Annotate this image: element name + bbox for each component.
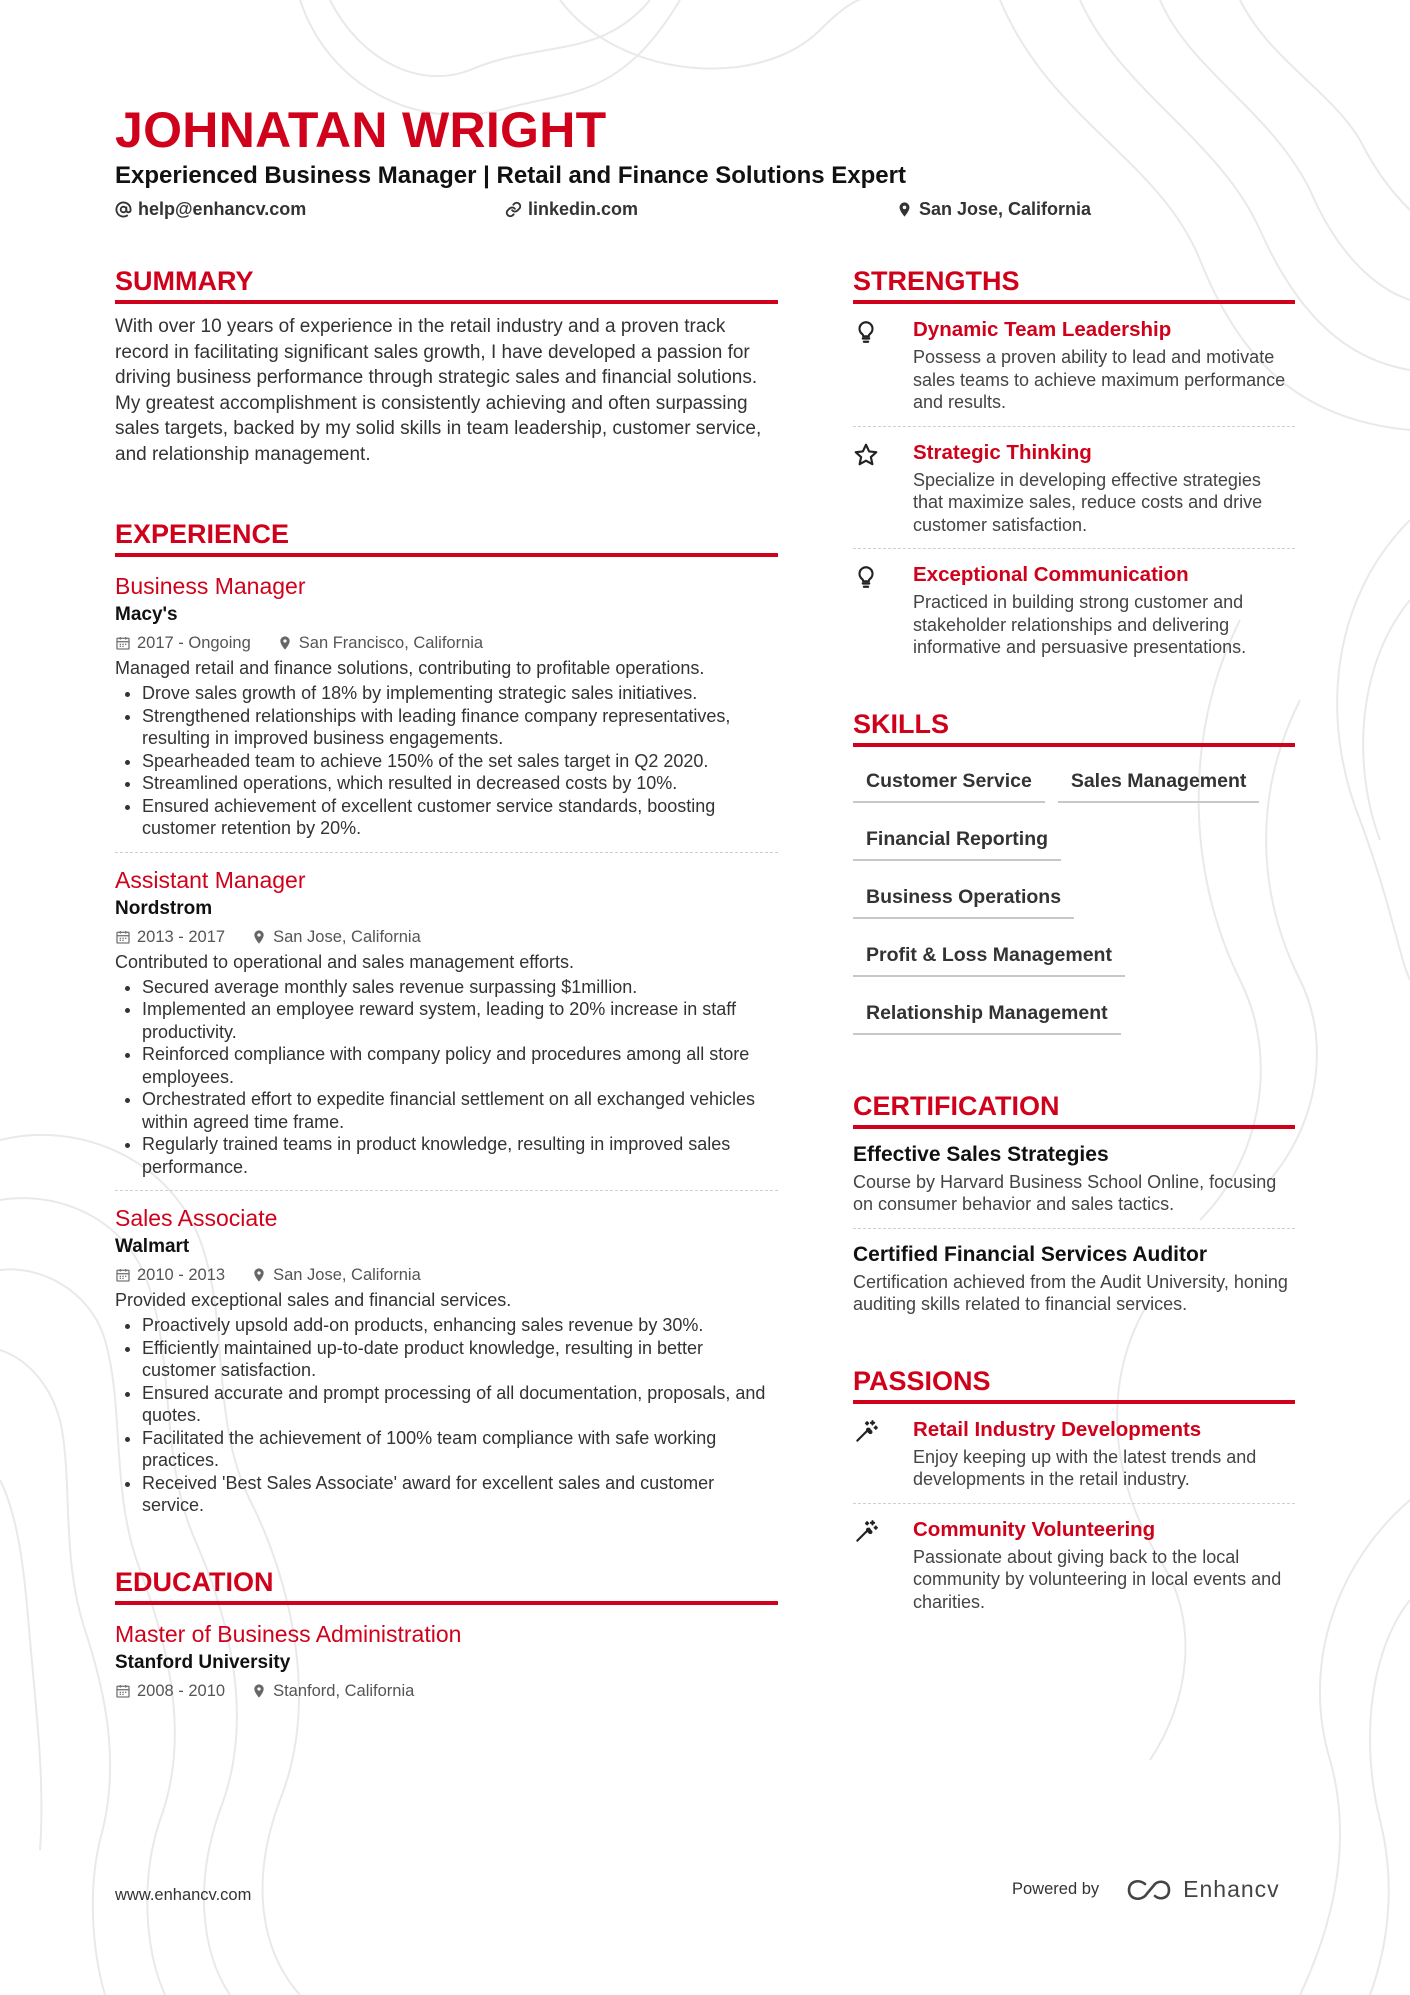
strength-description: Practiced in building strong customer and stakeholder relationships and delivering informative and persuasive presentations. (913, 592, 1247, 657)
certification-section (853, 1087, 1295, 1316)
job-title: Assistant Manager (115, 866, 306, 893)
candidate-headline: Experienced Business Manager | Retail and Finance Solutions Expert (115, 162, 906, 189)
certification-item (853, 1241, 1295, 1316)
strength-title: Dynamic Team Leadership (913, 318, 1172, 341)
company-name: Walmart (115, 1236, 190, 1257)
strengths-section (853, 262, 1295, 659)
passions-section (853, 1362, 1295, 1614)
brand-name: Enhancv (1183, 1876, 1280, 1902)
job-bullet: • Secured average monthly sales revenue surpassing $1million. (142, 976, 778, 999)
job-bullet: • Implemented an employee reward system, leading to 20% increase in staff productivity. (142, 998, 778, 1043)
job-bullets (115, 976, 778, 1179)
job-location: San Francisco, California (277, 632, 483, 654)
powered-by-label: Powered by (1012, 1880, 1100, 1898)
job-bullets (115, 682, 778, 840)
job-bullet: • Facilitated the achievement of 100% team compliance with safe working practices. (142, 1427, 778, 1472)
education-meta (115, 1680, 778, 1702)
map-pin-icon (251, 929, 267, 945)
divider (853, 426, 1295, 427)
certification-description: Certification achieved from the Audit University, honing auditing skills related to financial services. (853, 1271, 1288, 1314)
contact-location (896, 198, 1091, 220)
footer-website[interactable]: www.enhancv.com (115, 1886, 252, 1904)
passion-title: Retail Industry Developments (913, 1417, 1202, 1441)
job-entry (115, 571, 778, 840)
job-dates: 2013 - 2017 (115, 926, 225, 948)
strengths-heading: STRENGTHS (853, 262, 1295, 304)
contact-linkedin[interactable] (505, 198, 638, 220)
contact-email[interactable] (115, 198, 306, 220)
right-column (853, 262, 1295, 1613)
job-entry (115, 865, 778, 1179)
strength-description: Specialize in developing effective strategies that maximize sales, reduce costs and drive customer satisfaction. (913, 469, 1263, 535)
certification-item (853, 1141, 1295, 1216)
skill-tag: Relationship Management (853, 991, 1121, 1035)
divider (853, 1228, 1295, 1229)
job-bullet: • Ensured accurate and prompt processing of all documentation, proposals, and quotes. (142, 1382, 778, 1427)
skill-tag: Profit & Loss Management (853, 933, 1125, 977)
company-name: Nordstrom (115, 897, 213, 919)
education-entry (115, 1619, 778, 1702)
map-pin-icon (896, 201, 913, 218)
strength-item (853, 439, 1295, 537)
at-sign-icon (115, 201, 132, 218)
education-heading: EDUCATION (115, 1563, 778, 1605)
footer-branding[interactable] (1012, 1876, 1280, 1903)
job-bullet: • Received 'Best Sales Associate' award for excellent sales and customer service. (142, 1472, 778, 1517)
contact-email-text: help@enhancv.com (138, 199, 307, 219)
calendar-icon (115, 929, 131, 945)
passion-item (853, 1516, 1295, 1614)
job-description: Managed retail and finance solutions, contributing to profitable operations. (115, 658, 705, 678)
job-title: Sales Associate (115, 1205, 278, 1231)
experience-section (115, 515, 778, 1517)
job-description: Contributed to operational and sales management efforts. (115, 951, 574, 972)
candidate-name: JOHNATAN WRIGHT (115, 102, 607, 158)
divider (853, 1503, 1295, 1504)
strength-title: Exceptional Communication (913, 563, 1189, 586)
certification-heading: CERTIFICATION (853, 1087, 1295, 1129)
calendar-icon (115, 1267, 131, 1283)
divider (115, 852, 778, 853)
contact-location-text: San Jose, California (919, 199, 1092, 219)
link-icon (505, 201, 522, 218)
strength-item (853, 316, 1295, 414)
job-bullet: • Reinforced compliance with company policy and procedures among all store employees. (142, 1043, 778, 1088)
magic-wand-icon (853, 1519, 879, 1545)
enhancv-logo (1125, 1876, 1280, 1903)
job-bullet: • Strengthened relationships with leading finance company representatives, resulting in improved business engagements. (142, 705, 778, 750)
summary-text: With over 10 years of experience in the retail industry and a proven track record in facilitating significant sales growth, I have developed a passion for driving business performance through strategic sales and financial solutions. My greatest accomplishment is consistently achieving and often surpassing sales targets, backed by my solid skills in team leadership, customer service, and relationship management. (115, 316, 762, 465)
job-location: San Jose, California (251, 926, 421, 948)
skill-tag: Customer Service (853, 759, 1045, 803)
job-description: Provided exceptional sales and financial services. (115, 1290, 512, 1310)
skill-tag: Financial Reporting (853, 817, 1061, 861)
job-title: Business Manager (115, 573, 306, 599)
skills-heading: SKILLS (853, 705, 1295, 747)
contact-linkedin-text: linkedin.com (528, 199, 639, 219)
map-pin-icon (251, 1683, 267, 1699)
skill-tag: Sales Management (1058, 759, 1260, 803)
lightbulb-icon (853, 319, 879, 345)
education-location: Stanford, California (251, 1680, 414, 1702)
map-pin-icon (251, 1267, 267, 1283)
summary-section (115, 262, 778, 467)
education-section (115, 1563, 778, 1702)
job-bullet: • Drove sales growth of 18% by implementing strategic sales initiatives. (142, 682, 778, 705)
skills-list (853, 753, 1295, 1043)
star-icon (853, 442, 879, 468)
job-bullet: • Ensured achievement of excellent customer service standards, boosting customer retention by 20%. (142, 795, 778, 840)
skills-section (853, 705, 1295, 1043)
strength-title: Strategic Thinking (913, 440, 1092, 464)
left-column (115, 262, 778, 1702)
passion-item (853, 1416, 1295, 1491)
experience-heading: EXPERIENCE (115, 515, 778, 557)
job-bullet: • Proactively upsold add-on products, enhancing sales revenue by 30%. (142, 1314, 778, 1337)
enhancv-logo-icon (1125, 1877, 1173, 1903)
strength-item (853, 561, 1295, 659)
calendar-icon (115, 635, 131, 651)
job-dates: 2017 - Ongoing (115, 632, 251, 654)
divider (853, 548, 1295, 549)
passion-description: Enjoy keeping up with the latest trends and developments in the retail industry. (913, 1446, 1257, 1489)
certification-title: Effective Sales Strategies (853, 1142, 1109, 1166)
certification-description: Course by Harvard Business School Online, focusing on consumer behavior and sales tactics. (853, 1171, 1277, 1214)
certification-title: Certified Financial Services Auditor (853, 1242, 1207, 1266)
summary-heading: SUMMARY (115, 262, 778, 304)
job-location: San Jose, California (251, 1264, 421, 1286)
divider (115, 1190, 778, 1191)
passions-heading: PASSIONS (853, 1362, 1295, 1404)
job-bullet: • Streamlined operations, which resulted in decreased costs by 10%. (142, 772, 778, 795)
map-pin-icon (277, 635, 293, 651)
lightbulb-icon (853, 564, 879, 590)
calendar-icon (115, 1683, 131, 1699)
passion-description: Passionate about giving back to the local community by volunteering in local events and charities. (913, 1546, 1282, 1612)
magic-wand-icon (853, 1419, 879, 1445)
school-name: Stanford University (115, 1651, 291, 1673)
job-meta (115, 926, 778, 948)
job-meta (115, 632, 778, 654)
strength-description: Possess a proven ability to lead and motivate sales teams to achieve maximum performance and results. (913, 347, 1286, 412)
education-dates: 2008 - 2010 (115, 1680, 225, 1702)
degree-title: Master of Business Administration (115, 1620, 462, 1647)
job-meta (115, 1264, 778, 1286)
job-bullet: • Efficiently maintained up-to-date product knowledge, resulting in better customer satisfaction. (142, 1337, 778, 1382)
job-bullet: • Orchestrated effort to expedite financial settlement on all exchanged vehicles within agreed time frame. (142, 1088, 778, 1133)
job-entry (115, 1203, 778, 1517)
job-bullet: • Regularly trained teams in product knowledge, resulting in improved sales performance. (142, 1133, 778, 1178)
job-bullets (115, 1314, 778, 1517)
skill-tag: Business Operations (853, 875, 1074, 919)
job-bullet: • Spearheaded team to achieve 150% of the set sales target in Q2 2020. (142, 750, 778, 773)
job-dates: 2010 - 2013 (115, 1264, 225, 1286)
passion-title: Community Volunteering (913, 1517, 1156, 1541)
company-name: Macy's (115, 604, 178, 625)
